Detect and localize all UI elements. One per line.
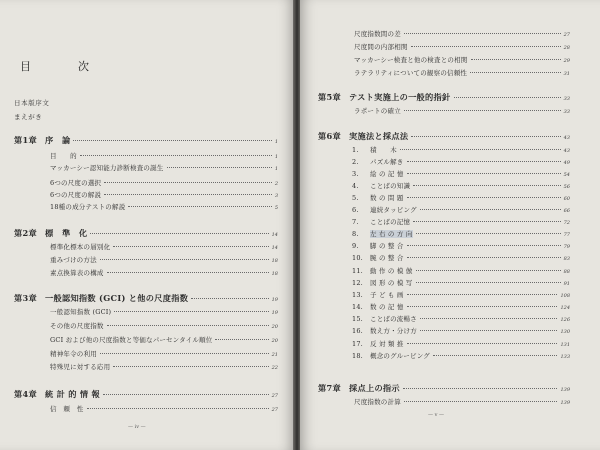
toc-entry [354, 106, 570, 115]
entry-number: 5. [352, 194, 359, 202]
toc-entry [50, 321, 278, 330]
entry-number: 3. [352, 170, 359, 178]
toc-entry [50, 151, 278, 160]
entry-title-text: 数え方・分け方 [370, 327, 417, 335]
page-number: 2 [274, 181, 278, 187]
entry-title-text: 子 ど も 画 [370, 291, 404, 299]
toc-entry [352, 351, 570, 360]
leader-dots [107, 272, 269, 273]
entry-title [352, 314, 417, 323]
chapter-label: 第6章 [318, 131, 341, 141]
entry-title-text: 数 の 記 憶 [370, 303, 404, 311]
chapter-label: 第7章 [318, 383, 341, 393]
leader-dots [413, 221, 560, 222]
leader-dots [407, 161, 561, 162]
entry-title-text: 左 右 の 方 向 [370, 230, 413, 238]
page-folio: — iv — [128, 424, 146, 430]
entry-title-text: 数 の 問 題 [370, 194, 404, 202]
toc-entry [352, 145, 570, 154]
leader-dots [407, 173, 561, 174]
page-number: 131 [560, 342, 570, 348]
toc-entry [50, 362, 278, 371]
entry-title: 18種の成分テストの解説 [50, 203, 126, 211]
entry-title [352, 157, 404, 166]
chapter-label: 第2章 [14, 228, 37, 238]
page-number: 14 [271, 245, 278, 251]
chapter-title-text: 統 計 的 情 報 [44, 389, 101, 399]
toc-entry [354, 68, 570, 77]
leader-dots [407, 257, 561, 258]
page-number: 130 [560, 329, 570, 335]
leader-dots [407, 245, 561, 246]
entry-title: GCI および他の尺度指数と等価なパーセンタイル順位 [50, 336, 213, 344]
entry-number: 1. [352, 146, 359, 154]
leader-dots [128, 206, 271, 207]
leader-dots [416, 282, 561, 283]
entry-title [352, 290, 404, 299]
page-number: 33 [563, 109, 570, 115]
leader-dots [454, 97, 561, 98]
leader-dots [433, 355, 557, 356]
leader-dots [411, 46, 561, 47]
entry-title [352, 169, 404, 178]
page-number: 54 [563, 172, 570, 178]
page-number: 139 [560, 387, 570, 393]
leader-dots [113, 246, 268, 247]
entry-number: 11. [352, 267, 363, 275]
page-number: 1 [274, 139, 278, 145]
leader-dots [404, 110, 561, 111]
entry-title-text: パズル解き [370, 158, 404, 166]
entry-title [352, 205, 417, 214]
chapter-title [14, 135, 70, 146]
toc-entry [352, 302, 570, 311]
entry-number: 9. [352, 242, 359, 250]
leader-dots [471, 59, 561, 60]
entry-title-text: ことばの知識 [370, 182, 411, 190]
leader-dots [100, 353, 269, 354]
page-number: 79 [563, 244, 570, 250]
entry-title-text: ことばの記憶 [370, 218, 411, 226]
entry-title [352, 339, 404, 348]
leader-dots [407, 294, 558, 295]
page-number: 20 [271, 324, 278, 330]
entry-title [352, 326, 417, 335]
leader-dots [90, 233, 268, 234]
chapter-title [14, 389, 100, 400]
page-number: 27 [271, 393, 278, 399]
entry-title: 標準化標本の層別化 [50, 243, 111, 251]
page-number: 22 [271, 365, 278, 371]
toc-entry [50, 190, 278, 199]
toc-entry [354, 29, 570, 38]
preface-line-2: まえがき [14, 113, 43, 121]
entry-title [352, 278, 413, 287]
entry-title: 重みづけの方法 [50, 256, 97, 264]
page-number: 18 [271, 258, 278, 264]
leader-dots [420, 209, 561, 210]
leader-dots [191, 298, 268, 299]
chapter-label: 第4章 [14, 389, 37, 399]
entry-title [352, 302, 404, 311]
page-number: 28 [563, 45, 570, 51]
page-number: 83 [563, 256, 570, 262]
leader-dots [416, 233, 561, 234]
toc-entry [50, 202, 278, 211]
entry-title [352, 253, 404, 262]
chapter-title-text: テスト実施上の一般的指針 [348, 92, 451, 102]
page-number: 126 [560, 317, 570, 323]
entry-title-text: 動 作 の 模 倣 [370, 267, 413, 275]
toc-entry [50, 268, 278, 277]
chapter-title-text: 実施法と採点法 [348, 131, 409, 141]
chapter-label: 第3章 [14, 293, 37, 303]
entry-number: 4. [352, 182, 359, 190]
page-number: 1 [274, 166, 278, 172]
entry-title-text: 図 形 の 模 写 [370, 279, 413, 287]
page-number: 31 [563, 71, 570, 77]
entry-title: ラポートの確立 [354, 107, 401, 115]
page-number: 56 [563, 184, 570, 190]
leader-dots [167, 167, 272, 168]
leader-dots [407, 197, 561, 198]
toc-chapter-entry [14, 135, 278, 146]
leader-dots [407, 306, 558, 307]
page-number: 1 [274, 154, 278, 160]
leader-dots [420, 330, 558, 331]
entry-title [352, 229, 413, 238]
toc-chapter-entry [14, 228, 278, 239]
entry-number: 18. [352, 352, 363, 360]
entry-title [352, 145, 397, 154]
entry-title: その他の尺度指数 [50, 322, 104, 330]
entry-title: 6つの尺度の選択 [50, 179, 102, 187]
page-number: 49 [563, 160, 570, 166]
entry-title: 尺度指数の計算 [354, 398, 401, 406]
entry-title [352, 181, 410, 190]
page-number: 14 [271, 232, 278, 238]
leader-dots [413, 185, 560, 186]
entry-number: 8. [352, 230, 359, 238]
chapter-title [14, 228, 87, 239]
page-number: 29 [563, 58, 570, 64]
toc-entry [50, 255, 278, 264]
toc-entry [352, 326, 570, 335]
toc-entry [352, 157, 570, 166]
entry-title [352, 241, 404, 250]
page-number: 124 [560, 305, 570, 311]
page-number: 33 [563, 96, 570, 102]
toc-entry [352, 217, 570, 226]
page-number: 27 [563, 32, 570, 38]
entry-title: 信 頼 性 [50, 405, 84, 413]
toc-chapter-entry [318, 92, 570, 103]
page-number: 133 [560, 354, 570, 360]
leader-dots [87, 408, 269, 409]
entry-title-text: 概念のグルーピング [370, 352, 430, 360]
page-number: 3 [274, 193, 278, 199]
entry-title-text: ことばの流暢さ [370, 315, 417, 323]
toc-entry [352, 278, 570, 287]
page-number: 20 [271, 338, 278, 344]
toc-entry [50, 307, 278, 316]
entry-title: ラテラリティについての観察の信頼性 [354, 69, 468, 77]
chapter-label: 第1章 [14, 135, 37, 145]
leader-dots [416, 270, 561, 271]
entry-number: 6. [352, 206, 359, 214]
entry-title-text: 絵 の 記 憶 [370, 170, 404, 178]
leader-dots [100, 259, 269, 260]
page-number: 60 [563, 196, 570, 202]
page-number: 66 [563, 208, 570, 214]
page-number: 43 [563, 148, 570, 154]
entry-title: 特殊児に対する応用 [50, 363, 111, 371]
entry-title: 精神年令の利用 [50, 350, 97, 358]
chapter-label: 第5章 [318, 92, 341, 102]
leader-dots [107, 325, 269, 326]
leader-dots [114, 311, 268, 312]
toc-entry [354, 397, 570, 406]
entry-title-text: 脚 の 整 合 [370, 242, 404, 250]
entry-number: 15. [352, 315, 363, 323]
entry-title-text: 反 対 類 推 [370, 340, 404, 348]
chapter-title [14, 293, 188, 304]
toc-entry [352, 229, 570, 238]
entry-title: 目 的 [50, 152, 77, 160]
toc-entry [352, 290, 570, 299]
toc-entry [352, 314, 570, 323]
toc-entry [50, 163, 278, 172]
leader-dots [80, 155, 272, 156]
toc-heading: 目 次 [20, 60, 107, 73]
entry-title [352, 217, 410, 226]
toc-entry [354, 55, 570, 64]
page-number: 88 [563, 269, 570, 275]
toc-entry [352, 266, 570, 275]
entry-number: 7. [352, 218, 359, 226]
entry-title-text: 連続タッピング [370, 206, 417, 214]
entry-number: 2. [352, 158, 359, 166]
leader-dots [104, 182, 272, 183]
leader-dots [407, 343, 558, 344]
leader-dots [404, 401, 558, 402]
toc-entry [352, 169, 570, 178]
toc-entry [352, 241, 570, 250]
toc-entry [352, 205, 570, 214]
page-number: 72 [563, 220, 570, 226]
toc-entry [50, 178, 278, 187]
entry-number: 12. [352, 279, 363, 287]
entry-number: 16. [352, 327, 363, 335]
entry-number: 13. [352, 291, 363, 299]
leader-dots [411, 136, 560, 137]
entry-title [352, 266, 413, 275]
chapter-title-text: 一般認知指数 (GCI) と他の尺度指数 [44, 293, 189, 303]
toc-chapter-entry [318, 131, 570, 142]
entry-title-text: 腕 の 整 合 [370, 254, 404, 262]
toc-entry [354, 42, 570, 51]
leader-dots [215, 339, 268, 340]
page-folio: — v — [428, 412, 445, 418]
entry-number: 14. [352, 303, 363, 311]
toc-entry [352, 181, 570, 190]
leader-dots [103, 394, 269, 395]
page-number: 19 [271, 310, 278, 316]
toc-entry [352, 193, 570, 202]
page-number: 91 [563, 281, 570, 287]
page-number: 18 [271, 271, 278, 277]
entry-title: 尺度間の内部相関 [354, 43, 408, 51]
chapter-title-text: 標 準 化 [44, 228, 88, 238]
left-page [0, 0, 294, 450]
page-number: 5 [274, 205, 278, 211]
page-number: 77 [563, 232, 570, 238]
leader-dots [404, 33, 561, 34]
toc-entry [50, 242, 278, 251]
entry-title [352, 351, 430, 360]
entry-title [352, 193, 404, 202]
right-page [300, 0, 600, 450]
entry-title: 6つの尺度の解説 [50, 191, 102, 199]
leader-dots [104, 194, 272, 195]
entry-number: 17. [352, 340, 363, 348]
page-number: 19 [271, 297, 278, 303]
leader-dots [420, 318, 558, 319]
page-number: 21 [271, 352, 278, 358]
toc-chapter-entry [14, 293, 278, 304]
entry-title: マッカーシー認知能力診断検査の誕生 [50, 164, 164, 172]
leader-dots [470, 72, 561, 73]
chapter-title [318, 92, 451, 103]
page-number: 27 [271, 407, 278, 413]
chapter-title [318, 131, 408, 142]
preface-line-1: 日本版序文 [14, 99, 50, 107]
entry-title: 尺度指数間の差 [354, 30, 401, 38]
chapter-title-text: 採点上の指示 [348, 383, 400, 393]
entry-title: マッカーシー検査と他の検査との相関 [354, 56, 468, 64]
toc-entry [50, 335, 278, 344]
chapter-title [318, 383, 400, 394]
entry-title-text: 積 木 [370, 146, 397, 154]
leader-dots [73, 140, 271, 141]
toc-entry [50, 404, 278, 413]
leader-dots [403, 388, 558, 389]
toc-entry [50, 349, 278, 358]
page-number: 108 [560, 293, 570, 299]
leader-dots [113, 366, 268, 367]
toc-entry [352, 339, 570, 348]
toc-chapter-entry [318, 383, 570, 394]
toc-chapter-entry [14, 389, 278, 400]
page-number: 139 [560, 400, 570, 406]
chapter-title-text: 序 論 [44, 135, 71, 145]
entry-title: 一般認知指数 (GCI) [50, 308, 112, 316]
entry-title: 素点換算表の構成 [50, 269, 104, 277]
leader-dots [400, 149, 561, 150]
page-number: 43 [563, 135, 570, 141]
toc-entry [352, 253, 570, 262]
entry-number: 10. [352, 254, 363, 262]
